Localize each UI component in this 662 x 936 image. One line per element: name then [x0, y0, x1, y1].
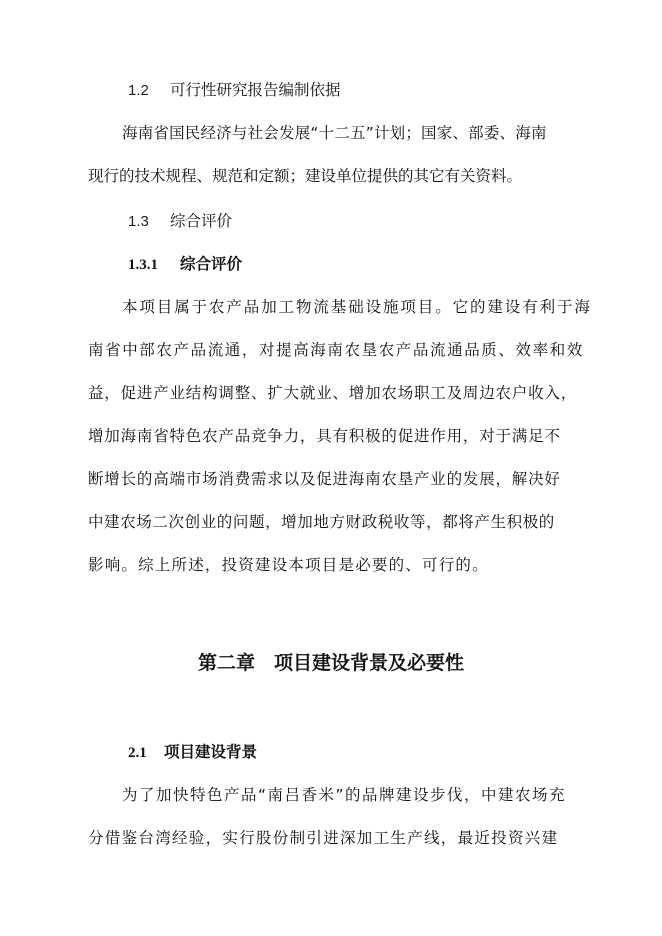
paragraph-line: 现行的技术规程、规范和定额；建设单位提供的其它有关资料。 — [88, 167, 523, 185]
subsection-title: 综合评价 — [180, 255, 243, 273]
section-number: 1.3 — [128, 213, 149, 230]
paragraph-line: 增加海南省特色农产品竞争力，具有积极的促进作用，对于满足不 — [88, 427, 561, 445]
section-title: 项目建设背景 — [164, 743, 258, 761]
section-heading-1-3 — [128, 210, 232, 233]
section-heading-1-2 — [128, 79, 341, 102]
section-number: 1.2 — [128, 82, 149, 99]
section-number: 2.1 — [128, 745, 147, 761]
paragraph-line: 中建农场二次创业的问题，增加地方财政税收等，都将产生积极的 — [88, 513, 555, 531]
paragraph-line: 断增长的高端市场消费需求以及促进海南农垦产业的发展，解决好 — [88, 470, 561, 488]
paragraph-line: 南省中部农产品流通，对提高海南农垦农产品流通品质、效率和效 — [88, 341, 584, 359]
section-title: 综合评价 — [170, 212, 233, 230]
section-heading-2-1 — [128, 741, 257, 764]
chapter-title: 第二章 项目建设背景及必要性 — [197, 652, 464, 674]
paragraph-line: 为了加快特色产品“南吕香米”的品牌建设步伐，中建农场充 — [122, 786, 567, 804]
paragraph-line: 分借鉴台湾经验，实行股份制引进深加工生产线，最近投资兴建 — [88, 829, 559, 847]
paragraph-line: 益，促进产业结构调整、扩大就业、增加农场职工及周边农户收入， — [88, 384, 578, 402]
section-title: 可行性研究报告编制依据 — [170, 81, 341, 99]
subsection-heading-1-3-1 — [128, 253, 242, 276]
paragraph-line: 影响。综上所述，投资建设本项目是必要的、可行的。 — [88, 556, 489, 574]
paragraph-line: 海南省国民经济与社会发展“十二五”计划；国家、部委、海南 — [122, 124, 547, 142]
subsection-number: 1.3.1 — [128, 257, 158, 273]
paragraph-line: 本项目属于农产品加工物流基础设施项目。它的建设有利于海 — [122, 298, 592, 316]
